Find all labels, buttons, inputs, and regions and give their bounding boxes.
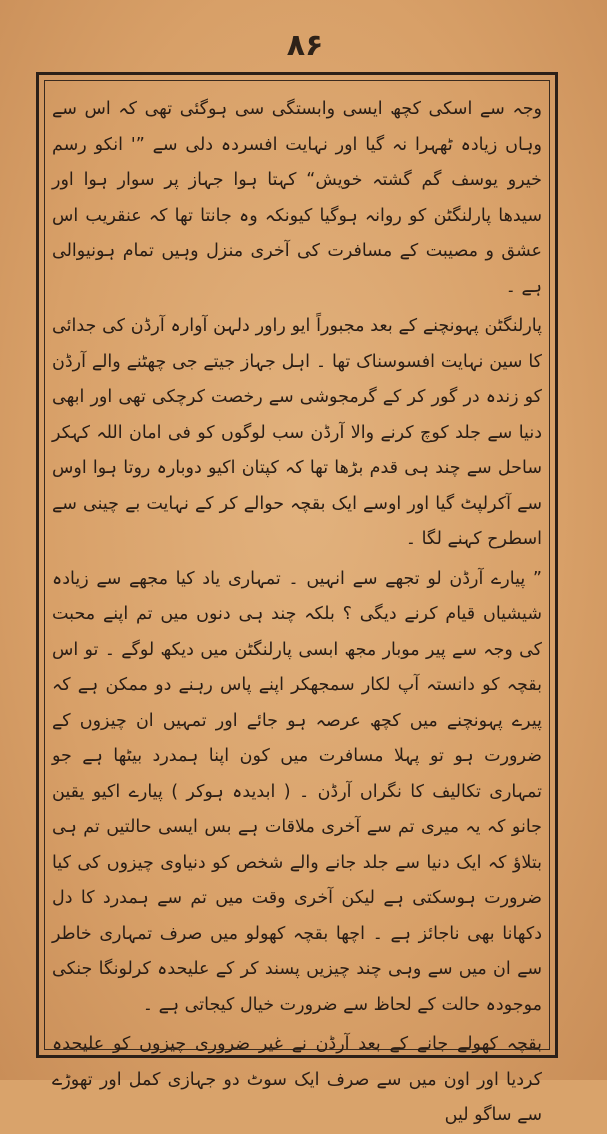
paragraph-1: وجہ سے اسکی کچھ ایسی وابستگی سی ہوگئی تھی کہ اس سے وہاں زیادہ ٹھہرا نہ گیا اور نہایت افسردہ دلی سے ”' انکو رسم خیرو یوسف گم گشتہ خویش“ کہتا ہوا جہاز پر سوار ہوا اور سیدھا پارلنگٹن کو روانہ ہوگیا کیونکہ وہ جانتا تھا کہ عنقریب اس عشق و مصیبت کے مسافرت کی آخری منزل وہیں تمام ہونیوالی ہے ۔ [52, 99, 542, 297]
paragraph-3: ” پیارے آرڈن لو تجھے سے انہیں ۔ تمہاری یاد کیا مجھے سے زیادہ شیشیاں قیام کرنے دیگی ؟ بلکہ چند ہی دنوں میں تم اپنے محبت کی وجہ سے پیر موبار مجھ ابسی پارلنگٹن میں دیکھ لوگے ۔ تو اس بقچہ کو دانستہ آپ لکار سمجھکر اپنے پاس رہنے دو ممکن ہے کہ پیرے پہونچنے میں کچھ عرصہ ہو جائے اور تمہیں ان چیزوں کے ضرورت ہو تو پہلا مسافرت میں کون اپنا ہمدرد بیٹھا ہے جو تمہاری تکالیف کا نگراں آرڈن ۔ ( ابدیدہ ہوکر ) پیارے اکیو یقین جانو کہ یہ میری تم سے آخری ملاقات ہے بس ایسی حالتیں تم ہی بتلاؤ کہ ایک دنیا سے جلد جانے والے شخص کو دنیاوی چیزوں کی کیا ضرورت ہوسکتی ہے لیکن آخری وقت میں تم سے ہمدرد کا دل دکھانا بھی ناجائز ہے ۔ اچھا بقچہ کھولو میں صرف تمہاری خاطر سے ان میں سے وہی چند چیزیں پسند کر کے علیحدہ کرلونگا جنکی موجودہ حالت کے لحاظ سے ضرورت خیال کیجاتی ہے ۔ [52, 568, 542, 1015]
paragraph-2: پارلنگٹن پہونچنے کے بعد مجبوراً ایو راور دلہن آوارہ آرڈن کی جدائی کا سین نہایت افسوسناک تھا ۔ اہل جہاز جیتے جی چھٹنے والے آرڈن کو زندہ در گور کر کے گرمجوشی سے رخصت کرچکی تھی اور ابھی دنیا سے جلد کوچ کرنے والا آرڈن سب لوگوں کو فی امان اللہ کہکر ساحل سے چند ہی قدم بڑھا تھا کہ کپتان اکیو دوبارہ روتا ہوا اوس سے آکرلپٹ گیا اور اوسے ایک بقچہ حوالے کر کے نہایت بے چینی سے اسطرح کہنے لگا ۔ [52, 316, 542, 549]
paragraph-4: بقچہ کھولے جانے کے بعد آرڈن نے غیر ضروری چیزوں کو علیحدہ کردیا اور اون میں سے صرف ایک سوٹ دو جہازی کمل اور تھوڑے سے ساگو لیں [52, 1034, 542, 1125]
page-number: ۸۶ [286, 28, 324, 63]
urdu-text-body [52, 92, 542, 1125]
